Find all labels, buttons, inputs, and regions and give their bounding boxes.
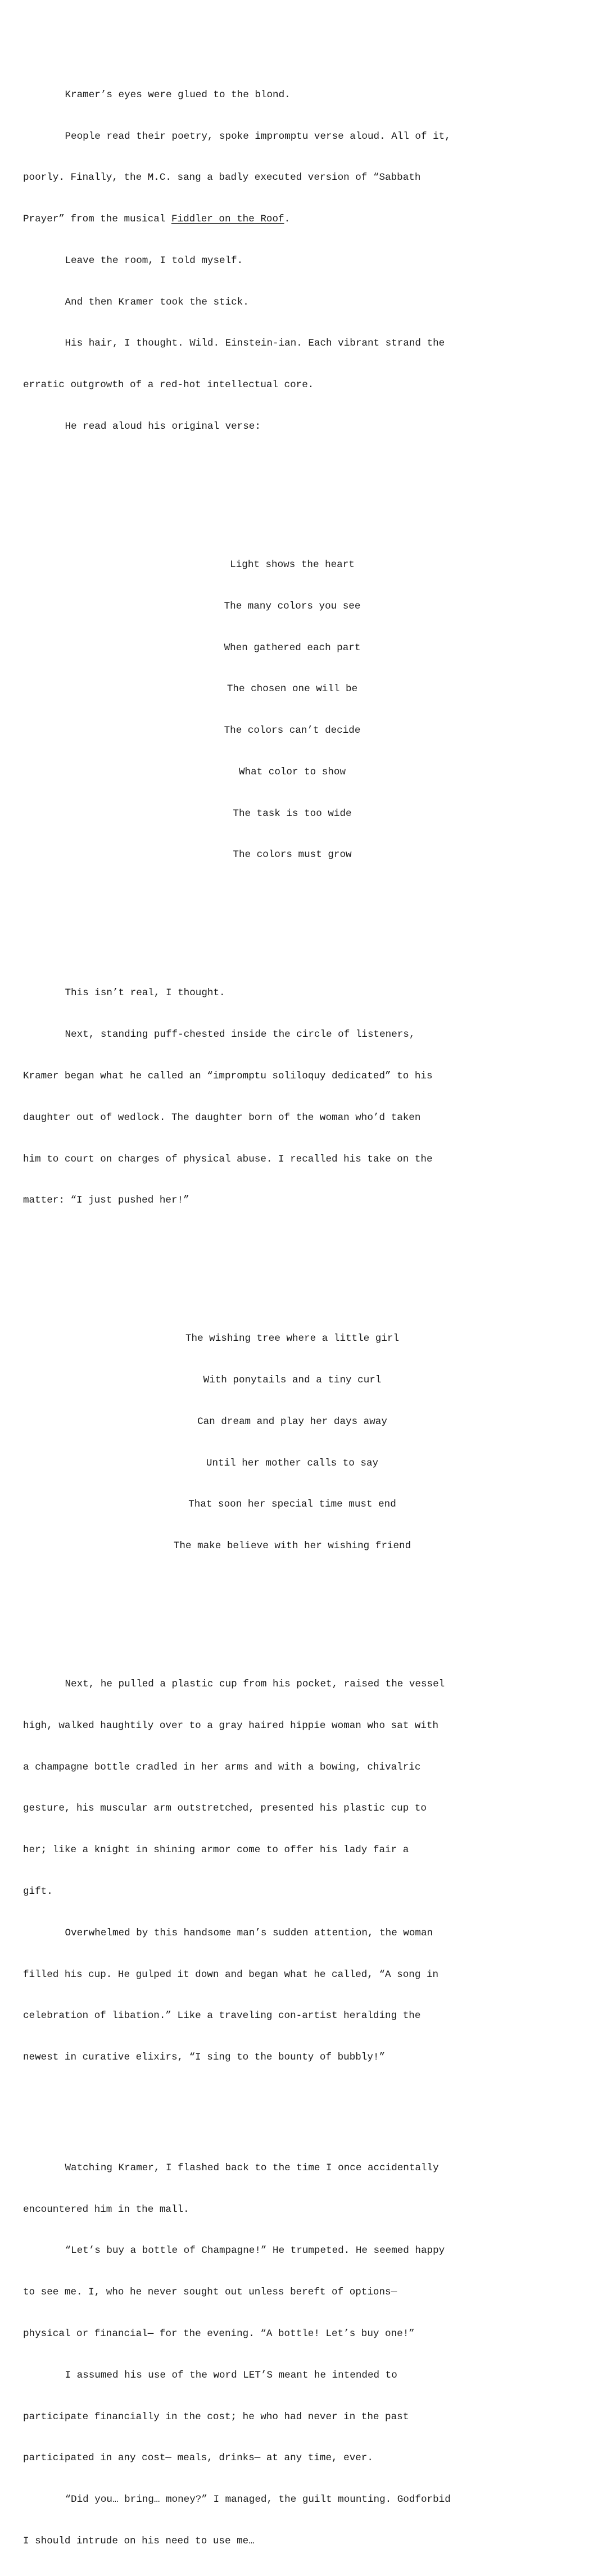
- paragraph-line: erratic outgrowth of a red-hot intellectual core.: [23, 379, 314, 391]
- verse-line: Light shows the heart: [230, 559, 355, 570]
- verse-line: The colors must grow: [233, 849, 352, 861]
- paragraph-line: This isn’t real, I thought.: [65, 987, 225, 999]
- paragraph-line: “Did you… bring… money?” I managed, the guilt mounting. Godforbid: [65, 2494, 451, 2506]
- blank-line: [23, 2106, 585, 2120]
- verse-line: Until her mother calls to say: [206, 1457, 379, 1469]
- verse-line: The many colors you see: [224, 600, 361, 612]
- paragraph-line: Next, he pulled a plastic cup from his pocket, raised the vessel: [65, 1679, 445, 1690]
- poem-wishing-tree: [23, 1304, 585, 1581]
- paragraph-line: gift.: [23, 1885, 53, 1897]
- verse-line: The task is too wide: [233, 808, 352, 819]
- paragraph-line: “Let’s buy a bottle of Champagne!” He trumpeted. He seemed happy: [65, 2245, 445, 2257]
- blank-line: [23, 1249, 585, 1263]
- paragraph-line: I should intrude on his need to use me…: [23, 2535, 255, 2547]
- document-page: [23, 47, 585, 2576]
- verse-line: With ponytails and a tiny curl: [203, 1375, 382, 1386]
- paragraph-line: physical or financial— for the evening. “A bottle! Let’s buy one!”: [23, 2328, 415, 2339]
- blank-line: [23, 1622, 585, 1636]
- paragraph-line: high, walked haughtily over to a gray haired hippie woman who sat with: [23, 1720, 439, 1731]
- paragraph-line: poorly. Finally, the M.C. sang a badly executed version of “Sabbath: [23, 172, 421, 184]
- paragraph-line: Overwhelmed by this handsome man’s sudden attention, the woman: [65, 1927, 433, 1939]
- paragraph-line: gesture, his muscular arm outstretched, presented his plastic cup to: [23, 1803, 427, 1815]
- paragraph-line: to see me. I, who he never sought out unless bereft of options—: [23, 2287, 397, 2298]
- paragraph-line: newest in curative elixirs, “I sing to the bounty of bubbly!”: [23, 2052, 386, 2063]
- verse-line: The wishing tree where a little girl: [185, 1333, 400, 1345]
- paragraph-line: People read their poetry, spoke impromptu verse aloud. All of it,: [65, 130, 451, 142]
- paragraph-line: His hair, I thought. Wild. Einstein-ian. Each vibrant strand the: [65, 338, 445, 350]
- verse-line: Can dream and play her days away: [197, 1416, 387, 1427]
- verse-line: The make believe with her wishing friend: [173, 1540, 411, 1552]
- paragraph-line: Kramer began what he called an “impromptu soliloquy dedicated” to his: [23, 1070, 433, 1082]
- paragraph-line: Kramer’s eyes were glued to the blond.: [65, 89, 291, 101]
- paragraph-line: matter: “I just pushed her!”: [23, 1195, 189, 1207]
- paragraph-line: Leave the room, I told myself.: [65, 255, 243, 266]
- underlined-title: Fiddler on the Roof: [171, 214, 284, 225]
- paragraph-line: I assumed his use of the word LET’S meant he intended to: [65, 2369, 397, 2381]
- poem-light-shows-the-heart: [23, 530, 585, 890]
- paragraph-line: a champagne bottle cradled in her arms and with a bowing, chivalric: [23, 1761, 421, 1773]
- paragraph-line: Next, standing puff-chested inside the circle of listeners,: [65, 1029, 415, 1041]
- text-run: .: [284, 214, 291, 225]
- paragraph-line: filled his cup. He gulped it down and began what he called, “A song in: [23, 1969, 439, 1980]
- verse-line: What color to show: [238, 766, 346, 778]
- blank-line: [23, 475, 585, 489]
- paragraph-line: him to court on charges of physical abuse. I recalled his take on the: [23, 1153, 433, 1165]
- verse-line: The chosen one will be: [227, 683, 358, 695]
- paragraph-line: encountered him in the mall.: [23, 2203, 189, 2215]
- verse-line: The colors can’t decide: [224, 725, 361, 737]
- paragraph-line: Watching Kramer, I flashed back to the time I once accidentally: [65, 2162, 439, 2174]
- verse-line: When gathered each part: [224, 642, 361, 654]
- paragraph-line: her; like a knight in shining armor come to offer his lady fair a: [23, 1844, 409, 1856]
- text-run: Prayer” from the musical: [23, 214, 171, 225]
- blank-line: [23, 931, 585, 945]
- paragraph-line: participate financially in the cost; he who had never in the past: [23, 2411, 409, 2423]
- paragraph-line: participated in any cost— meals, drinks— at any time, ever.: [23, 2452, 373, 2464]
- paragraph-line: [23, 212, 585, 226]
- verse-line: That soon her special time must end: [188, 1499, 396, 1511]
- paragraph-line: He read aloud his original verse:: [65, 421, 261, 433]
- paragraph-line: celebration of libation.” Like a traveling con-artist heralding the: [23, 2010, 421, 2022]
- paragraph-line: And then Kramer took the stick.: [65, 296, 249, 308]
- paragraph-line: daughter out of wedlock. The daughter born of the woman who’d taken: [23, 1112, 421, 1123]
